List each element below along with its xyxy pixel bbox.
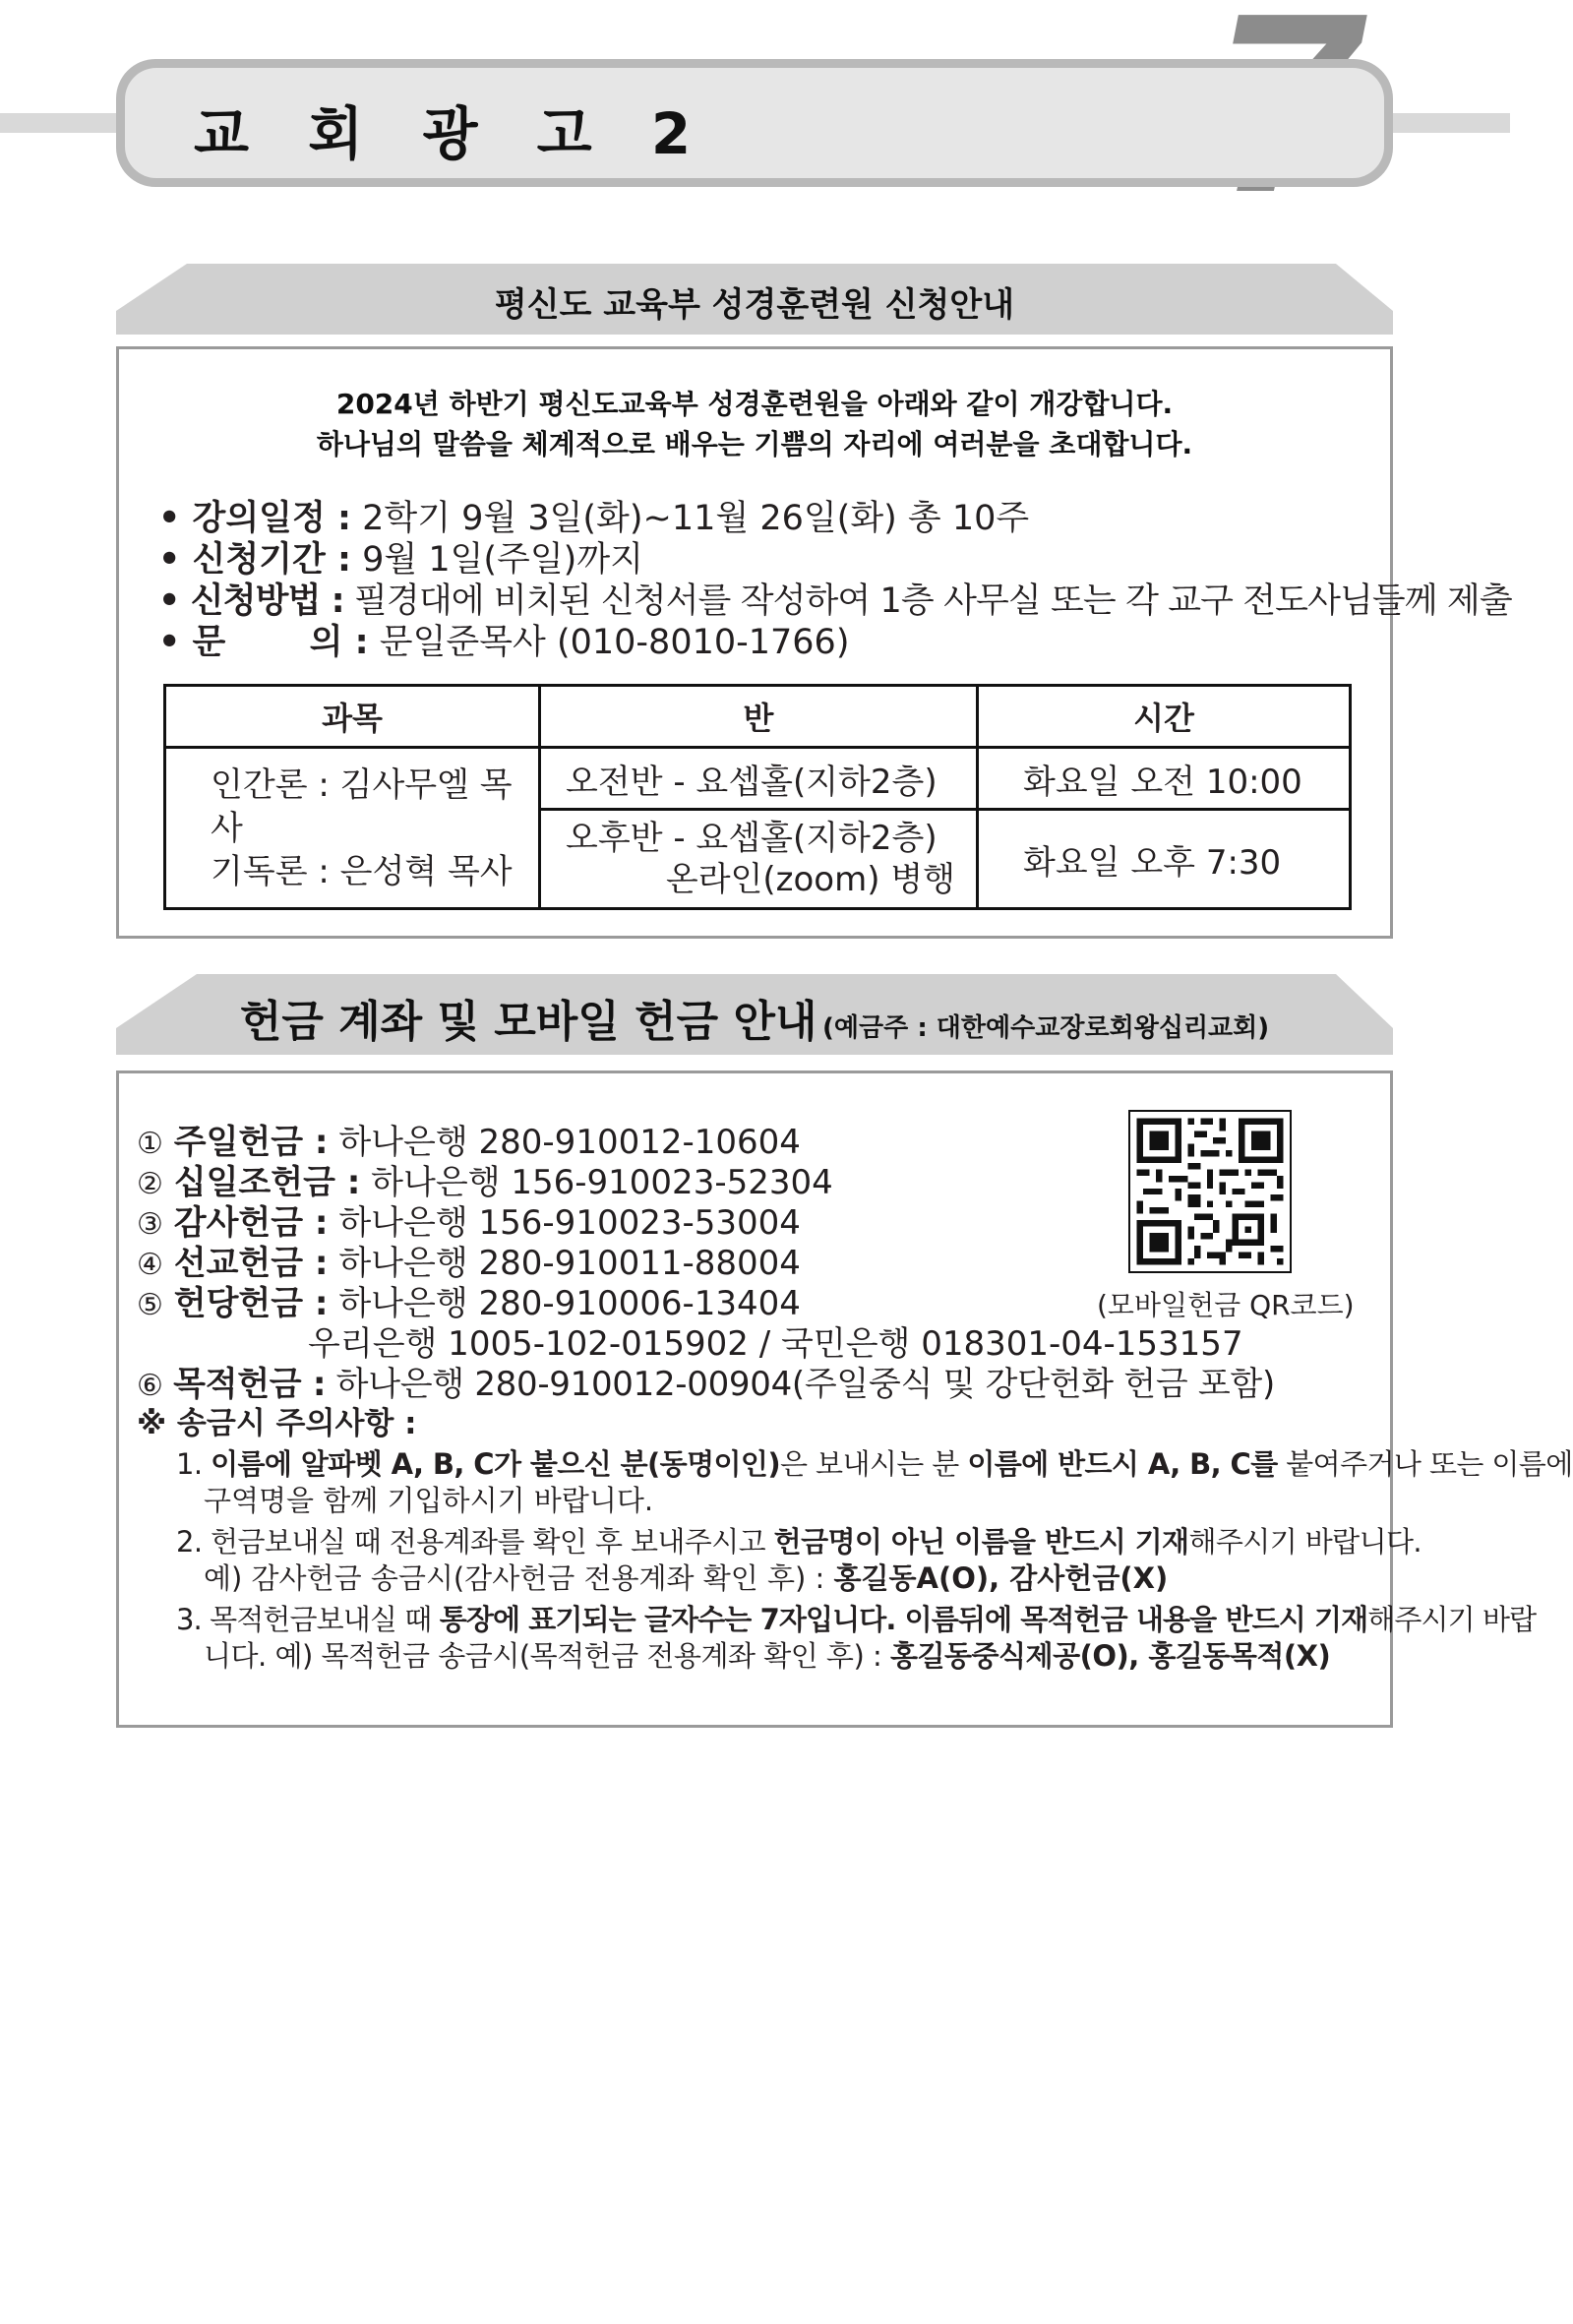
training-box: [116, 346, 1512, 939]
table-row: [165, 748, 1351, 810]
note-3-line-1: 3. 목적헌금보내실 때 통장에 표기되는 글자수는 7자입니다. 이름뒤에 목적헌금 내용을 반드시 기재해주시기 바랍: [176, 1603, 1537, 1636]
note-1-line-2: 구역명을 함께 기입하시기 바랍니다.: [204, 1484, 654, 1517]
title-banner: [116, 59, 1393, 187]
info-method: • 신청방법 : 필경대에 비치된 신청서를 작성하여 1층 사무실 또는 각 교구 전도사님들께 제출: [158, 581, 1512, 621]
subject-line: 기독론 : 은성혁 목사: [211, 851, 513, 891]
training-section-header: [116, 264, 1393, 335]
info-period: • 신청기간 : 9월 1일(주일)까지: [158, 540, 643, 580]
note-3-line-2: 니다. 예) 목적헌금 송금시(목적헌금 전용계좌 확인 후) : 홍길동중식제공(O), 홍길동목적(X): [204, 1639, 1331, 1673]
note-1-line-1: 1. 이름에 알파벳 A, B, C가 붙으신 분(동명이인)은 보내시는 분 이름에 반드시 A, B, C를 붙여주거나 또는 이름에: [176, 1447, 1573, 1481]
page-title: 교 회 광 고 2: [194, 100, 711, 167]
account-building: ⑤ 헌당헌금 : 하나은행 280-910006-13404: [137, 1284, 801, 1323]
training-intro-line-1: 2024년 하반기 평신도교육부 성경훈련원을 아래와 같이 개강합니다.: [335, 388, 1174, 420]
course-table-header: [165, 686, 1351, 748]
time-cell: 화요일 오후 7:30: [978, 810, 1351, 909]
header-time: 시간: [978, 686, 1351, 748]
note-2-line-1: 2. 헌금보내실 때 전용계좌를 확인 후 보내주시고 헌금명이 아닌 이름을 반드시 기재해주시기 바랍니다.: [176, 1525, 1422, 1559]
class-cell: 오전반 - 요셉홀(지하2층): [540, 748, 978, 810]
account-building-extra: 우리은행 1005-102-015902 / 국민은행 018301-04-153157: [308, 1324, 1243, 1364]
account-tithe: ② 십일조헌금 : 하나은행 156-910023-52304: [137, 1163, 833, 1202]
qr-caption: (모바일헌금 QR코드): [1097, 1289, 1355, 1321]
account-sunday: ① 주일헌금 : 하나은행 280-910012-10604: [137, 1123, 801, 1162]
account-thanksgiving: ③ 감사헌금 : 하나은행 156-910023-53004: [137, 1203, 801, 1243]
offering-box: [116, 1070, 1573, 1728]
account-purpose: ⑥ 목적헌금 : 하나은행 280-910012-00904(주일중식 및 강단헌화 헌금 포함): [137, 1365, 1275, 1404]
qr-code-icon[interactable]: [1128, 1110, 1292, 1273]
header-subject: 과목: [165, 686, 540, 748]
header-class: 반: [540, 686, 978, 748]
training-intro-line-2: 하나님의 말씀을 체계적으로 배우는 기쁨의 자리에 여러분을 초대합니다.: [316, 428, 1193, 460]
account-mission: ④ 선교헌금 : 하나은행 280-910011-88004: [137, 1244, 801, 1283]
info-schedule: • 강의일정 : 2학기 9월 3일(화)~11월 26일(화) 총 10주: [158, 499, 1030, 538]
class-cell: 오후반 - 요셉홀(지하2층) 온라인(zoom) 병행: [540, 810, 978, 909]
subject-line: 인간론 : 김사무엘 목사: [211, 764, 513, 848]
info-contact: • 문 의 : 문일준목사 (010-8010-1766): [158, 623, 850, 662]
notes-title: ※ 송금시 주의사항 :: [137, 1406, 417, 1441]
note-2-line-2: 예) 감사헌금 송금시(감사헌금 전용계좌 확인 후) : 홍길동A(O), 감사헌금(X): [204, 1561, 1169, 1595]
time-cell: 화요일 오전 10:00: [978, 748, 1351, 810]
training-section-title: 평신도 교육부 성경훈련원 신청안내: [494, 285, 1015, 325]
offering-section-title: 헌금 계좌 및 모바일 헌금 안내 (예금주 : 대한예수교장로회왕십리교회): [239, 997, 1270, 1047]
subject-cell: [165, 748, 540, 909]
offering-section-header: [116, 974, 1393, 1055]
course-table: [163, 684, 1352, 910]
